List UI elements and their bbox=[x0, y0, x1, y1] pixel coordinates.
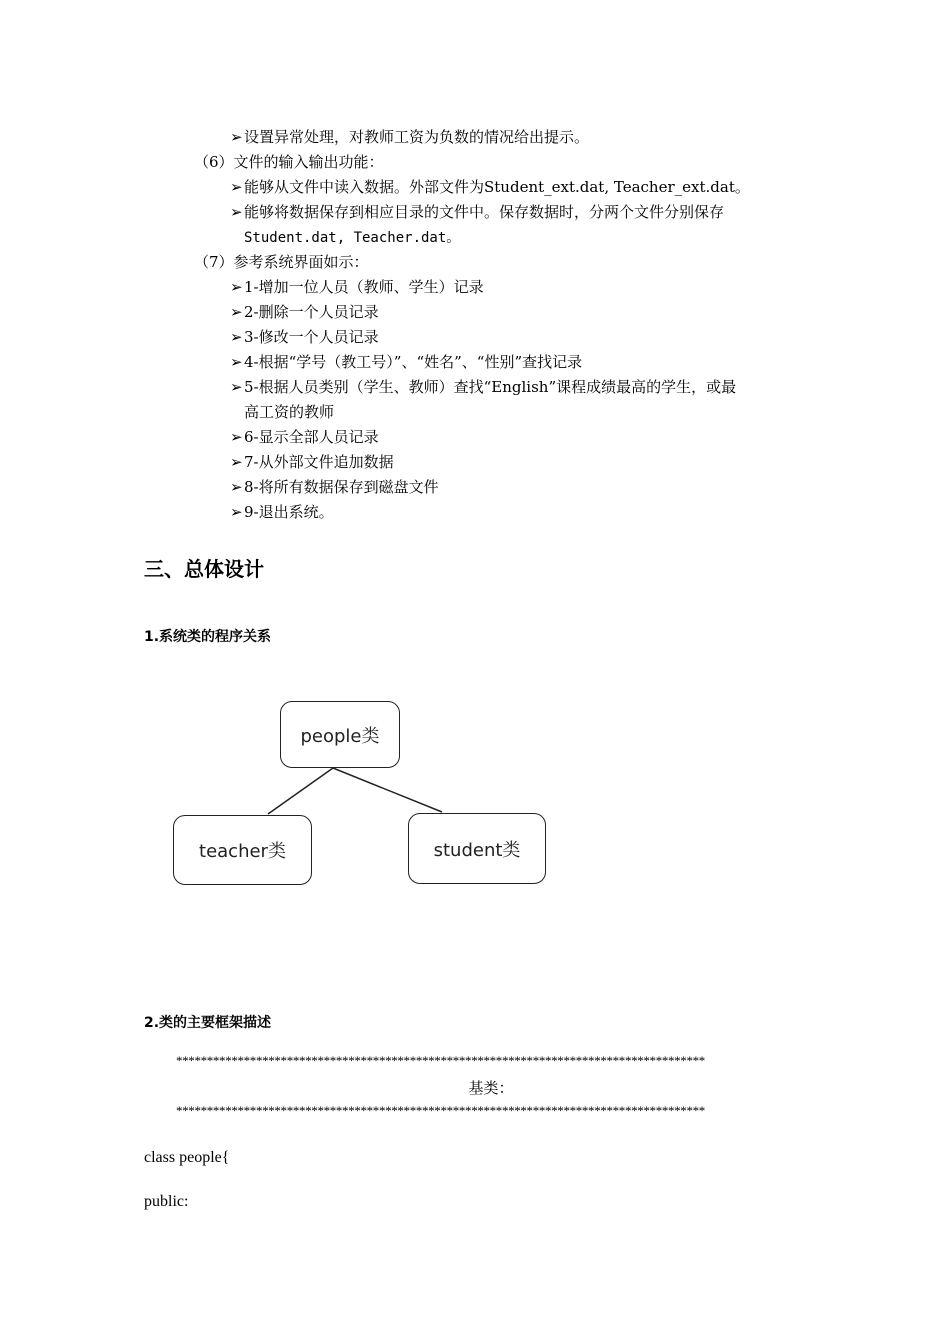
subsection-class-framework-title: 2.类的主要框架描述 bbox=[144, 1015, 272, 1031]
connector-people-student bbox=[333, 768, 442, 812]
list-item-read: ➢能够从文件中读入数据。外部文件为Student_ext.dat, Teacher_ext.dat。 bbox=[230, 178, 750, 196]
list-item-save-continued: Student.dat, Teacher.dat。 bbox=[244, 230, 461, 246]
heading-interface: （7）参考系统界面如示： bbox=[194, 253, 369, 271]
arrow-bullet-icon: ➢ bbox=[230, 328, 243, 346]
menu-item-4: ➢4-根据“学号（教工号）”、“姓名”、“性别”查找记录 bbox=[230, 353, 583, 371]
menu-item-9: ➢9-退出系统。 bbox=[230, 503, 334, 521]
code-line-class-people: class people{ bbox=[144, 1149, 230, 1166]
node-people-class: people类 bbox=[280, 701, 400, 768]
connector-people-teacher bbox=[268, 768, 333, 814]
menu-item-3: ➢3-修改一个人员记录 bbox=[230, 328, 379, 346]
list-item-exception: ➢设置异常处理，对教师工资为负数的情况给出提示。 bbox=[230, 128, 590, 146]
menu-item-2: ➢2-删除一个人员记录 bbox=[230, 303, 379, 321]
arrow-bullet-icon: ➢ bbox=[230, 178, 243, 196]
arrow-bullet-icon: ➢ bbox=[230, 503, 243, 521]
subsection-class-relations-title: 1.系统类的程序关系 bbox=[144, 629, 272, 645]
node-student-class: student类 bbox=[408, 813, 546, 884]
separator-stars-top: ************************************************************************************** bbox=[176, 1053, 705, 1068]
menu-item-6: ➢6-显示全部人员记录 bbox=[230, 428, 379, 446]
arrow-bullet-icon: ➢ bbox=[230, 128, 243, 146]
menu-item-5: ➢5-根据人员类别（学生、教师）查找“English”课程成绩最高的学生，或最 bbox=[230, 378, 737, 396]
arrow-bullet-icon: ➢ bbox=[230, 278, 243, 296]
menu-item-7: ➢7-从外部文件追加数据 bbox=[230, 453, 394, 471]
menu-item-8: ➢8-将所有数据保存到磁盘文件 bbox=[230, 478, 439, 496]
list-item-save: ➢能够将数据保存到相应目录的文件中。保存数据时，分两个文件分别保存 bbox=[230, 203, 725, 221]
base-class-label: 基类： bbox=[468, 1079, 514, 1097]
menu-item-1: ➢1-增加一位人员（教师、学生）记录 bbox=[230, 278, 484, 296]
arrow-bullet-icon: ➢ bbox=[230, 453, 243, 471]
section-title: 三、总体设计 bbox=[144, 557, 264, 581]
arrow-bullet-icon: ➢ bbox=[230, 378, 243, 396]
arrow-bullet-icon: ➢ bbox=[230, 478, 243, 496]
node-teacher-class: teacher类 bbox=[173, 815, 312, 885]
arrow-bullet-icon: ➢ bbox=[230, 428, 243, 446]
separator-stars-bottom: ************************************************************************************** bbox=[176, 1103, 705, 1118]
code-line-public: public: bbox=[144, 1193, 189, 1210]
arrow-bullet-icon: ➢ bbox=[230, 303, 243, 321]
menu-item-5-continued: 高工资的教师 bbox=[244, 403, 335, 421]
arrow-bullet-icon: ➢ bbox=[230, 353, 243, 371]
arrow-bullet-icon: ➢ bbox=[230, 203, 243, 221]
heading-file-io: （6）文件的输入输出功能： bbox=[194, 153, 384, 171]
